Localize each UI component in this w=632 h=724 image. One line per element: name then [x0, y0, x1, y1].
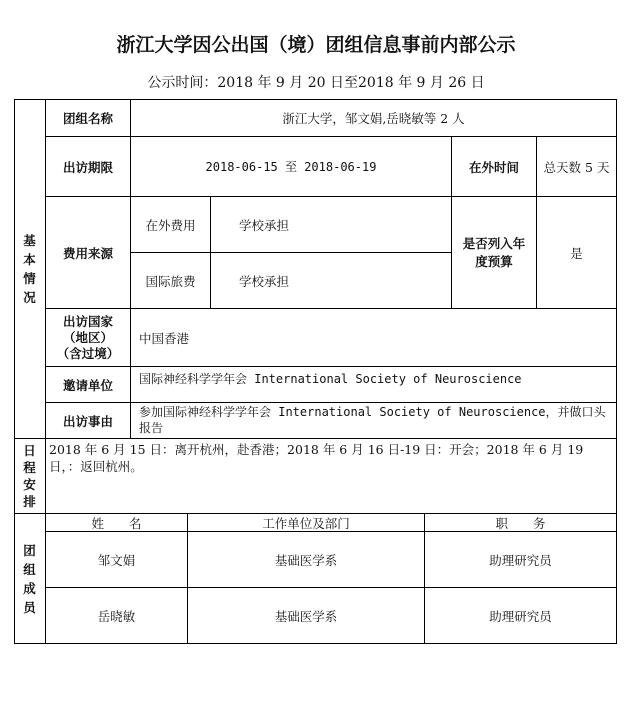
intl-travel-value: 学校承担	[211, 253, 452, 309]
member-title: 助理研究员	[425, 532, 617, 588]
pub-start: 2018 年 9 月 20 日	[217, 75, 344, 91]
country-label: 出访国家 （地区） （含过境）	[46, 309, 131, 367]
schedule-text: 2018 年 6 月 15 日：离开杭州，赴香港；2018 年 6 月 16 日-19 日：开会；2018 年 6 月 19 日，：返回杭州。	[46, 439, 617, 514]
budget-value: 是	[537, 197, 617, 309]
funding-label: 费用来源	[46, 197, 131, 309]
period-label: 出访期限	[46, 137, 131, 197]
pub-mid: 至	[344, 75, 358, 91]
period-value: 2018-06-15 至 2018-06-19	[131, 137, 452, 197]
abroad-time-label: 在外时间	[452, 137, 537, 197]
member-name: 邹文娟	[46, 532, 188, 588]
info-table	[14, 99, 617, 644]
pub-end: 2018 年 9 月 26 日	[358, 75, 485, 91]
group-name-label: 团组名称	[46, 99, 131, 137]
schedule-section-label: 日 程 安 排	[14, 439, 46, 514]
basic-section-label: 基 本 情 况	[14, 99, 46, 439]
member-title: 助理研究员	[425, 588, 617, 644]
member-unit: 基础医学系	[188, 588, 425, 644]
publication-period	[0, 72, 632, 92]
group-name-value: 浙江大学，邹文娟,岳晓敏等 2 人	[131, 99, 617, 137]
purpose-label: 出访事由	[46, 403, 131, 439]
purpose-value: 参加国际神经科学学年会 International Society of Neuroscience，并做口头报告	[131, 403, 617, 439]
country-value: 中国香港	[131, 309, 617, 367]
members-section-label: 团 组 成 员	[14, 514, 46, 644]
abroad-cost-value: 学校承担	[211, 197, 452, 253]
member-name: 岳晓敏	[46, 588, 188, 644]
member-unit: 基础医学系	[188, 532, 425, 588]
inviter-value: 国际神经科学学年会 International Society of Neuroscience	[131, 367, 617, 403]
abroad-time-value: 总天数 5 天	[537, 137, 617, 197]
pub-prefix: 公示时间：	[147, 75, 218, 91]
abroad-cost-label: 在外费用	[131, 197, 211, 253]
page-title: 浙江大学因公出国（境）团组信息事前内部公示	[116, 34, 516, 56]
members-header-title: 职 务	[425, 514, 617, 532]
intl-travel-label: 国际旅费	[131, 253, 211, 309]
inviter-label: 邀请单位	[46, 367, 131, 403]
members-header-unit: 工作单位及部门	[188, 514, 425, 532]
budget-label: 是否列入年度预算	[452, 197, 537, 309]
members-header-name: 姓 名	[46, 514, 188, 532]
